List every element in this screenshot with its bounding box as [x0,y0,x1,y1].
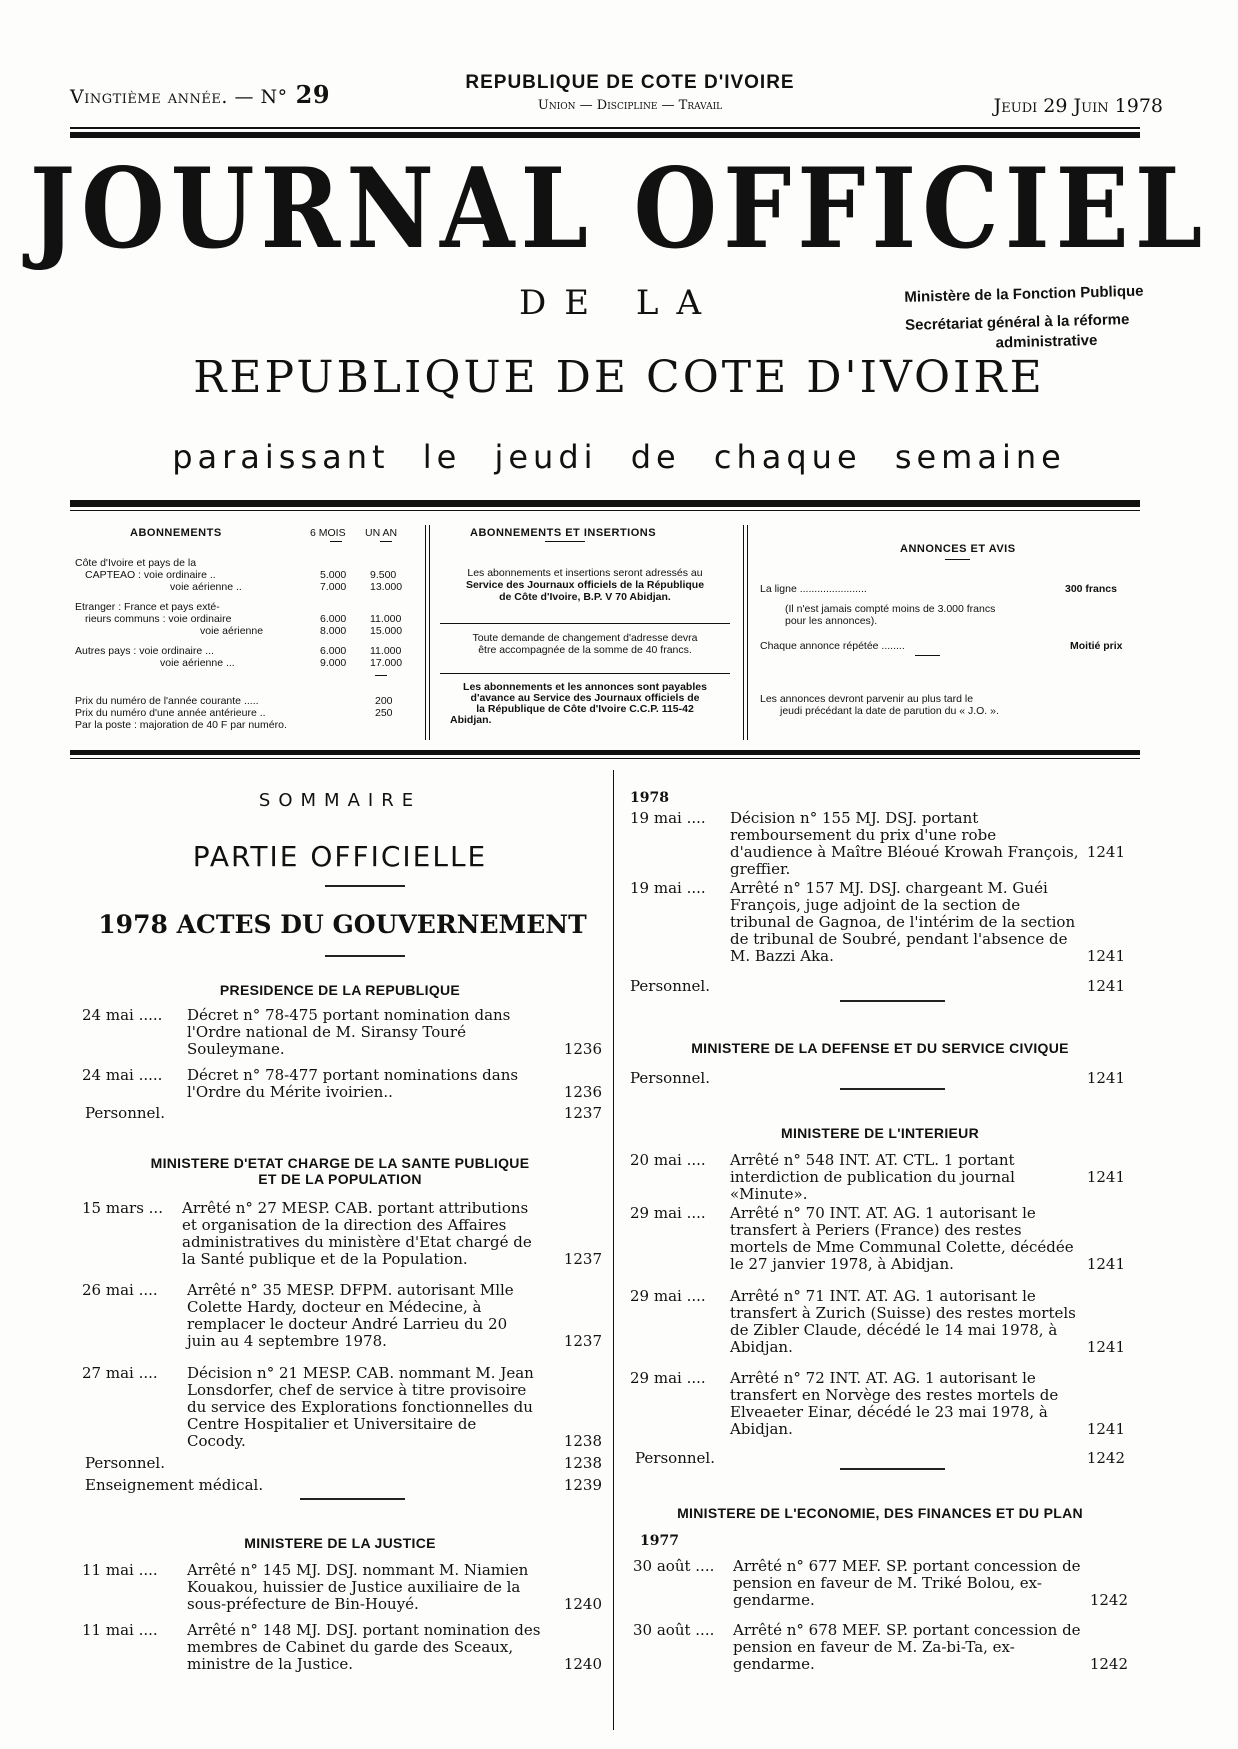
entry-page: 1237 [563,1104,602,1122]
issue-number: 29 [295,80,331,109]
entry-page: 1242 [1089,1591,1128,1609]
header-republic: REPUBLIQUE DE COTE D'IVOIRE [465,72,795,93]
price-label: Prix du numéro de l'année courante ..... [75,695,259,707]
text-line: (Il n'est jamais compté moins de 3.000 francs [785,603,996,615]
abonnements-heading: ABONNEMENTS [130,527,222,539]
abo-price-row [75,707,415,719]
entry-text: Arrêté n° 27 MESP. CAB. portant attributions et organisation de la direction des Affaires administratives du ministère d'Etat chargé de la Santé publique et de la Population. [182,1199,532,1268]
masthead-rule [70,500,1140,507]
entry-date: 30 août .... [633,1557,715,1575]
list-item [630,1205,1130,1275]
separator [840,1088,945,1090]
subscription-box [75,525,1145,745]
insertions-address [440,567,730,603]
list-item [630,809,1130,878]
abo-row [75,557,415,569]
entry-text: Arrêté n° 71 INT. AT. AG. 1 autorisant le transfert à Zurich (Suisse) des restes mortels de Zibler Claude, décédé le 14 mai 1978, à Abidjan. [730,1287,1076,1356]
repetee-value: Moitié prix [1070,640,1123,652]
text-line: Les abonnements et les annonces sont payables [463,681,707,693]
annonces-note [785,603,1145,627]
ligne-value: 300 francs [1065,583,1117,595]
entry-date: 11 mai .... [82,1621,158,1639]
entry-page: 1241 [1086,947,1125,965]
abo-6mois: 6.000 [320,613,347,625]
abo-row [160,657,500,669]
masthead-rule-thin [70,510,1140,511]
entry-page: 1238 [563,1432,602,1450]
entry-page: 1241 [1086,1069,1125,1087]
entry-text: Arrêté n° 548 INT. AT. CTL. 1 portant interdiction de publication du journal «Minute». [730,1151,1015,1203]
entry-date: 30 août .... [633,1621,715,1639]
abo-price-row [75,695,415,707]
price-label: Par la poste : majoration de 40 F par numéro. [75,719,287,731]
justice-year: 1978 [630,790,669,806]
col-6mois: 6 MOIS [310,527,346,539]
abo-1an: 15.000 [370,625,403,637]
entry-date: 24 mai ..... [82,1066,163,1084]
abo-row [85,569,425,581]
entry-text: Arrêté n° 145 MJ. DSJ. nommant M. Niamien Kouakou, huissier de Justice auxiliaire de la sous-préfecture de Bin-Houyé. [187,1561,529,1613]
year-label: Vingtième année. — N° [70,86,288,108]
sante-heading [80,1155,600,1187]
entry-label: Personnel. [85,1104,165,1122]
administrative-stamp [904,279,1206,357]
stamp-line-3: administrative [995,331,1098,352]
list-item [630,880,1130,965]
text-line: être accompagnée de la somme de 40 francs. [478,644,692,656]
abo-1an: 11.000 [370,613,402,625]
entry-date: 20 mai .... [630,1151,706,1169]
abo-label: rieurs communs : voie ordinaire [85,613,232,625]
abo-label: voie aérienne .. [170,581,242,593]
entry-label: Personnel. [635,1449,715,1467]
abo-row [75,601,415,613]
masthead-de-la: DE LA [518,283,720,323]
col-1an: UN AN [365,527,398,539]
entry-label: Enseignement médical. [85,1476,264,1494]
annonces-ligne [760,583,1140,595]
entry-date: 29 mai .... [630,1204,706,1222]
text-line: d'avance au Service des Journaux officiels de [470,692,700,704]
entry-date: 27 mai .... [82,1364,158,1382]
annonces-deadline [760,693,1140,717]
abo-label: voie aérienne [200,625,264,637]
entry-page: 1242 [1089,1655,1128,1673]
abo-label: Côte d'Ivoire et pays de la [75,557,197,569]
text-line: Toute demande de changement d'adresse devra [472,632,698,644]
insertions-heading: ABONNEMENTS ET INSERTIONS [470,527,657,539]
entry-text: Décision n° 21 MESP. CAB. nommant M. Jean Lonsdorfer, chef de service à titre provisoire du service des Explorations fonctionnelles du Centre Hospitalier et Universitaire de Cocody. [187,1364,534,1450]
insertions-payment [440,673,730,726]
dash [545,541,585,542]
entry-label: Personnel. [630,977,710,995]
entry-page: 1239 [563,1476,602,1494]
price-value: 250 [375,707,393,719]
entry-date: 11 mai .... [82,1561,158,1579]
entry-date: 24 mai ..... [82,1006,163,1024]
masthead-republique: REPUBLIQUE DE COTE D'IVOIRE [193,352,1045,403]
stamp-line-2: Secrétariat général à la réforme [904,311,1130,334]
text-line: Service des Journaux officiels de la République [465,579,705,591]
price-label: Prix du numéro d'une année antérieure .. [75,707,266,719]
entry-text: Arrêté n° 35 MESP. DFPM. autorisant Mlle Colette Hardy, docteur en Médecine, à remplacer le docteur André Larrieu du 20 juin au 4 septembre 1978. [187,1281,514,1350]
text-line: de Côte d'Ivoire, B.P. V 70 Abidjan. [499,591,671,603]
entry-date: 26 mai .... [82,1281,158,1299]
list-item [630,1151,1130,1203]
abo-row [75,645,415,657]
list-item [630,1370,1130,1440]
abo-1an: 13.000 [370,581,403,593]
economie-year: 1977 [640,1533,679,1549]
entry-page: 1240 [563,1655,602,1673]
abo-price-row [75,719,415,731]
sommaire-title: SOMMAIRE [258,790,422,811]
entry-text: Décision n° 155 MJ. DSJ. portant remboursement du prix d'une robe d'audience à Maître Bléoué Krowah François, greffier. [730,809,1079,878]
entry-text: Arrêté n° 70 INT. AT. AG. 1 autorisant le transfert à Periers (France) des restes mortels de Mme Communal Colette, décédée le 27 janvier 1978, à Abidjan. [730,1204,1074,1273]
header-motto: Union — Discipline — Travail [537,98,723,113]
abo-6mois: 9.000 [320,657,347,669]
box-rule-bottom-thin [70,758,1140,759]
entry-label: Personnel. [630,1069,710,1087]
price-value: 200 [375,695,393,707]
heading-line: MINISTERE D'ETAT CHARGE DE LA SANTE PUBLIQUE [150,1155,530,1171]
entry-date: 15 mars ... [82,1199,163,1217]
abo-label: Autres pays : voie ordinaire ... [75,645,214,657]
box-rule-bottom [70,750,1140,755]
abo-6mois: 5.000 [320,569,347,581]
abo-6mois: 6.000 [320,645,347,657]
list-item [633,1558,1133,1610]
entry-text: Arrêté n° 677 MEF. SP. portant concession de pension en faveur de M. Triké Bolou, ex-gendarme. [733,1557,1081,1609]
interieur-heading: MINISTERE DE L'INTERIEUR [781,1125,979,1141]
entry-page: 1241 [1086,1168,1125,1186]
entry-text: Arrêté n° 72 INT. AT. AG. 1 autorisant le transfert en Norvège des restes mortels de Elveaeter Einar, décédé le 23 mai 1978, à Abidjan. [730,1369,1059,1438]
entry-page: 1237 [563,1332,602,1350]
entry-text: Arrêté n° 157 MJ. DSJ. chargeant M. Guéi François, juge adjoint de la section de tribunal de Gagnoa, de l'intérim de la section de tribunal de Soubré, pendant l'absence de M. Bazzi Aka. [730,879,1076,965]
abo-label: Etranger : France et pays exté- [75,601,220,613]
insertions-change [440,623,730,656]
list-item [633,1622,1133,1674]
presidence-heading: PRESIDENCE DE LA REPUBLIQUE [219,982,461,998]
abo-1an: 9.500 [370,569,397,581]
header-center [440,72,820,113]
masthead-tagline: paraissant le jeudi de chaque semaine [172,438,1066,476]
ligne-label: La ligne ....................... [760,583,867,595]
entry-page: 1241 [1086,843,1125,861]
separator [325,885,405,887]
header-rule-thick [70,132,1140,138]
abo-6mois: 7.000 [320,581,347,593]
partie-officielle: PARTIE OFFICIELLE [192,840,488,873]
entry-date: 29 mai .... [630,1287,706,1305]
entry-page: 1242 [1086,1449,1125,1467]
list-item [630,1288,1130,1358]
list-item [82,1562,607,1614]
separator [325,955,405,957]
entry-date: 29 mai .... [630,1369,706,1387]
entry-text: Arrêté n° 148 MJ. DSJ. portant nomination des membres de Cabinet du garde des Sceaux, ministre de la Justice. [187,1621,541,1673]
annonces-repetee [760,640,1140,652]
separator [840,1468,945,1470]
dash [375,675,387,676]
defense-heading: MINISTERE DE LA DEFENSE ET DU SERVICE CIVIQUE [691,1040,1069,1056]
separator [840,1000,945,1002]
entry-page: 1241 [1086,1255,1125,1273]
dash [380,541,392,542]
heading-line: ET DE LA POPULATION [258,1171,422,1187]
actes-heading: 1978 ACTES DU GOUVERNEMENT [98,910,587,939]
sommaire-column-divider [613,770,614,1730]
dash [945,559,970,560]
text-line: pour les annonces). [785,615,878,627]
entry-page: 1240 [563,1595,602,1613]
entry-text: Décret n° 78-477 portant nominations dans l'Ordre du Mérite ivoirien.. [187,1066,519,1101]
list-item [82,1282,607,1352]
entry-page: 1238 [563,1454,602,1472]
list-item [82,1200,607,1270]
economie-heading: MINISTERE DE L'ECONOMIE, DES FINANCES ET DU PLAN [677,1505,1083,1521]
entry-page: 1237 [563,1250,602,1268]
text-line: Les abonnements et insertions seront adressés au [467,567,703,579]
entry-text: Décret n° 78-475 portant nomination dans l'Ordre national de M. Siransy Touré Souleymane. [187,1006,511,1058]
list-item [82,1067,607,1103]
text-line: Les annonces devront parvenir au plus tard le [760,693,974,705]
column-divider [425,525,430,740]
issue-date: Jeudi 29 Juin 1978 [993,95,1163,117]
justice-heading: MINISTERE DE LA JUSTICE [244,1535,436,1551]
abo-6mois: 8.000 [320,625,347,637]
entry-text: Arrêté n° 678 MEF. SP. portant concession de pension en faveur de M. Za-bi-Ta, ex-gendarme. [733,1621,1081,1673]
issue-year-label [70,80,330,109]
entry-page: 1236 [563,1083,602,1101]
abo-row [85,613,425,625]
separator [300,1498,405,1500]
list-item [82,1622,607,1674]
entry-page: 1241 [1086,1338,1125,1356]
abo-1an: 17.000 [370,657,403,669]
text-line: jeudi précédant la date de parution du « J.O. ». [780,705,999,717]
entry-label: Personnel. [85,1454,165,1472]
masthead-title: JOURNAL OFFICIEL [29,143,1209,274]
column-divider [743,525,748,740]
header-rule-top [70,127,1140,129]
annonces-heading: ANNONCES ET AVIS [900,543,1016,555]
entry-page: 1241 [1086,977,1125,995]
abo-label: CAPTEAO : voie ordinaire .. [85,569,216,581]
entry-date: 19 mai .... [630,879,706,897]
text-line: la République de Côte d'Ivoire C.C.P. 115-42 [476,703,694,715]
entry-page: 1241 [1086,1420,1125,1438]
text-line: Abidjan. [450,714,492,726]
abo-label: voie aérienne ... [160,657,235,669]
entry-page: 1236 [563,1040,602,1058]
list-item [82,1365,607,1450]
list-item [82,1007,607,1062]
dash [330,541,342,542]
abo-1an: 11.000 [370,645,402,657]
dash [915,655,940,656]
entry-date: 19 mai .... [630,809,706,827]
stamp-line-1: Ministère de la Fonction Publique [904,282,1144,306]
repetee-label: Chaque annonce répétée ........ [760,640,905,652]
